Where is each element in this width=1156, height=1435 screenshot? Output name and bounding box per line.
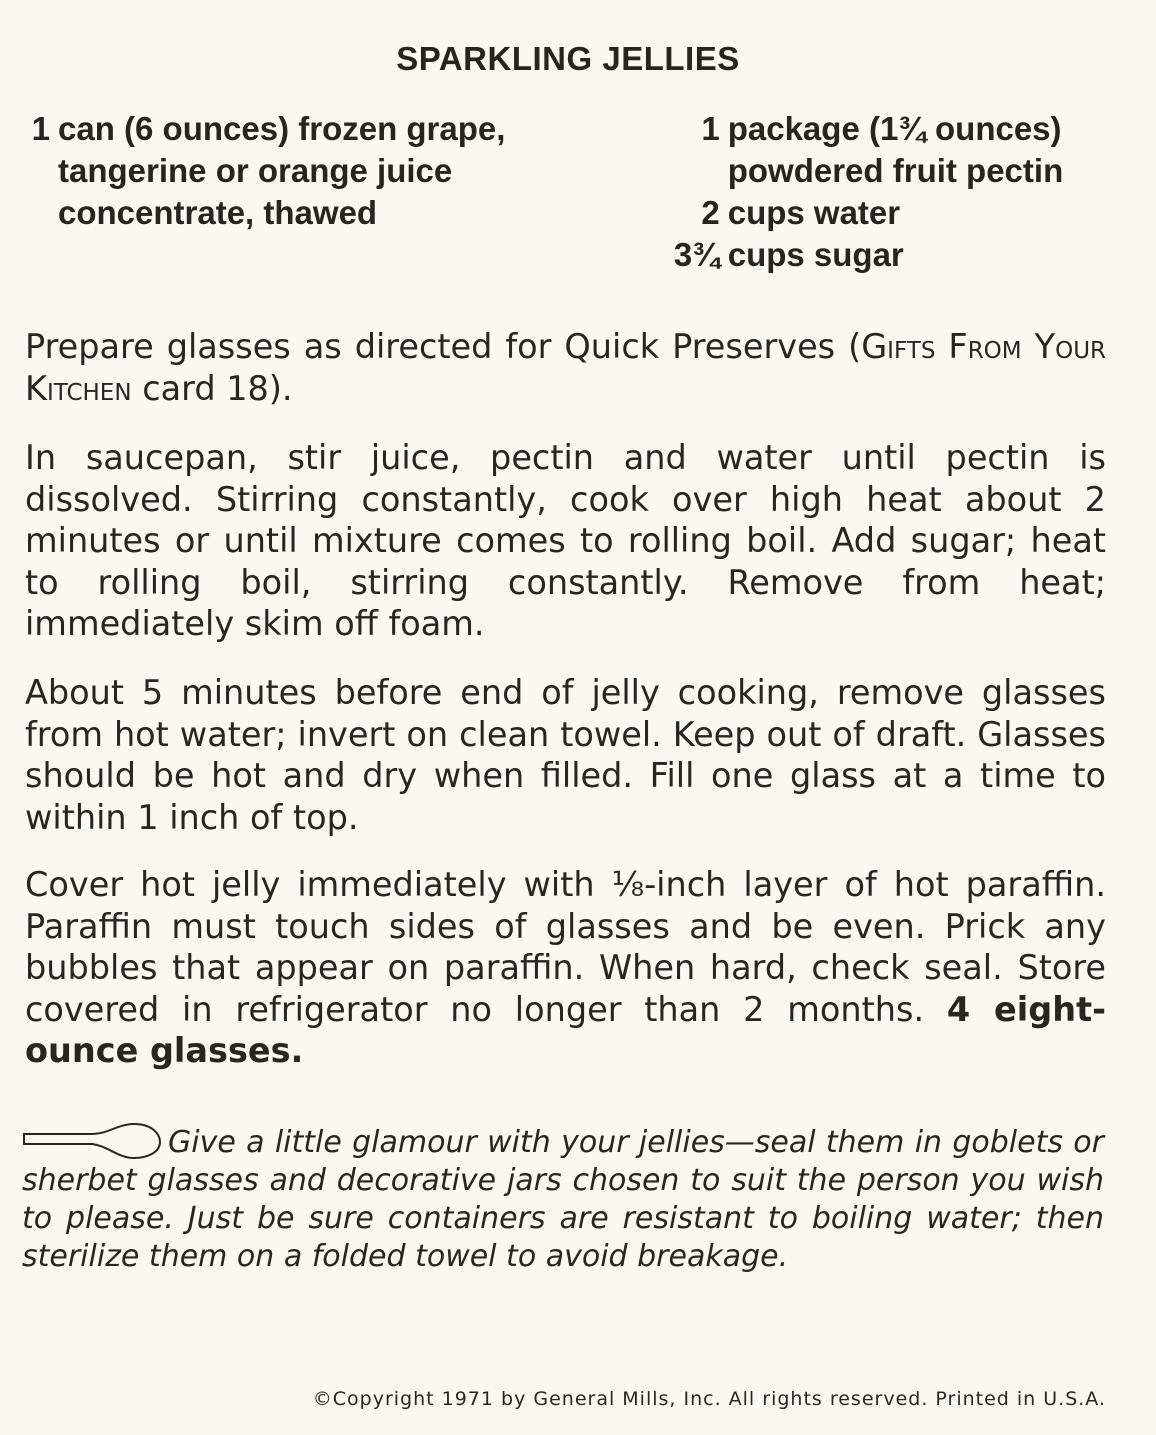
spoon-icon — [22, 1120, 162, 1160]
copyright-notice: ©Copyright 1971 by General Mills, Inc. All rights reserved. Printed in U.S.A. — [312, 1388, 1106, 1410]
ingredient-item — [656, 108, 1126, 192]
recipe-title: SPARKLING JELLIES — [396, 40, 740, 77]
instruction-fill-glasses: About 5 minutes before end of jelly cooking, remove glasses from hot water; invert on clean towel. Keep out of draft. Glasses should be hot and dry when filled. Fill one glass at a time to within 1 inch of top. — [25, 673, 1106, 837]
para4-text: Cover hot jelly immediately with ⅛-inch layer of hot paraffin. Paraffin must touch sides of glasses and be even. Prick any bubbles that appear on paraffin. When hard, check seal. Store covered in refrigerator no longer than 2 months. — [25, 865, 1106, 1029]
ingredient-text: cups sugar — [727, 236, 904, 273]
serving-tip — [22, 1120, 1104, 1276]
cross-reference: Gifts From Your Kitchen — [25, 327, 1107, 408]
tip-text: Give a little glamour with your jellies—seal them in goblets or sherbet glasses and decorative jars chosen to suit the person you wish to please. Just be sure containers are resistant to boiling water; then sterilize them on a folded towel to avoid breakage. — [22, 1125, 1104, 1274]
ingredient-text: can (6 ounces) frozen grape, tangerine or orange juice concentrate, thawed — [58, 110, 506, 231]
ingredient-text: cups water — [727, 194, 901, 231]
instruction-cook: In saucepan, stir juice, pectin and water until pectin is dissolved. Stirring constantly, cook over high heat about 2 minutes or until mixture comes to rolling boil. Add sugar; heat to rolling boil, stirring constantly. Remove from heat; immediately skim off foam. — [25, 438, 1106, 643]
ingredient-item — [656, 234, 1126, 276]
instruction-prepare-glasses — [25, 326, 1106, 409]
para1-before: Prepare glasses as directed for Quick Preserves ( — [25, 327, 862, 366]
ingredient-item — [28, 108, 548, 234]
ingredient-quantity: 1 — [31, 110, 50, 147]
para1-after: card 18). — [131, 368, 293, 408]
ingredient-text: package (1¾ ounces) powdered fruit pectin — [727, 110, 1064, 189]
ingredients-right-column — [656, 108, 1126, 276]
ingredient-quantity: 2 — [701, 194, 720, 231]
ingredients-left-column — [28, 108, 548, 234]
instruction-seal — [25, 864, 1106, 1072]
ingredient-quantity: 1 — [701, 110, 720, 147]
ingredient-item — [656, 192, 1126, 234]
recipe-yield: 4 eight-ounce glasses. — [25, 989, 1106, 1070]
ingredient-quantity: 3¾ — [673, 236, 720, 273]
